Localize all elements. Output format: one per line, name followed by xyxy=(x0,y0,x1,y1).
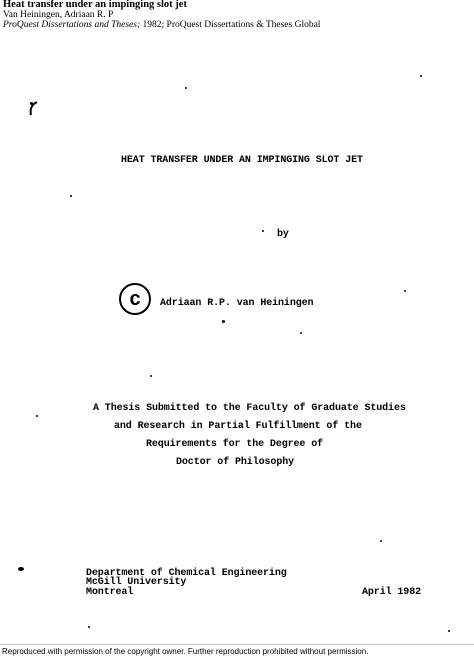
scan-mark xyxy=(26,100,40,118)
thesis-title: HEAT TRANSFER UNDER AN IMPINGING SLOT JET xyxy=(121,155,363,166)
scan-speck xyxy=(404,290,406,292)
copyright-stamp xyxy=(117,281,153,317)
scan-speck xyxy=(88,626,90,628)
scan-speck xyxy=(222,320,225,323)
statement-line: Doctor of Philosophy xyxy=(176,457,295,468)
scan-speck xyxy=(380,540,382,542)
scan-speck xyxy=(420,75,422,77)
source-details: 1982; ProQuest Dissertations & Theses Global xyxy=(140,20,321,30)
statement-line: A Thesis Submitted to the Faculty of Graduate Studies xyxy=(93,403,406,414)
author-name: Adriaan R.P. van Heiningen xyxy=(160,298,314,309)
source-publication: ProQuest Dissertations and Theses; xyxy=(3,20,141,30)
scan-speck xyxy=(36,415,38,417)
document-header xyxy=(3,0,320,30)
department-line: Department of Chemical Engineering xyxy=(86,568,287,579)
scan-speck xyxy=(448,630,450,632)
statement-line: and Research in Partial Fulfillment of the xyxy=(114,421,362,432)
copyright-notice: Reproduced with permission of the copyright owner. Further reproduction prohibited without permission. xyxy=(2,647,369,656)
footer-divider xyxy=(0,644,474,645)
copyright-letter: c xyxy=(129,288,141,310)
scan-speck xyxy=(150,375,152,377)
scan-speck xyxy=(300,332,302,334)
statement-line: Requirements for the Degree of xyxy=(146,439,324,450)
scan-speck xyxy=(70,195,72,197)
by-line: by xyxy=(277,229,289,240)
document-title: Heat transfer under an impinging slot jet xyxy=(3,0,187,10)
document-source xyxy=(3,20,320,30)
scan-speck xyxy=(18,567,24,571)
scan-speck xyxy=(185,87,187,89)
document-author: Van Heiningen, Adriaan R. P xyxy=(3,10,114,20)
scanned-title-page xyxy=(0,40,474,644)
thesis-date: April 1982 xyxy=(362,587,422,598)
department-line: Montreal xyxy=(86,587,134,598)
scan-speck xyxy=(262,230,264,232)
department-line: McGill University xyxy=(86,577,187,588)
